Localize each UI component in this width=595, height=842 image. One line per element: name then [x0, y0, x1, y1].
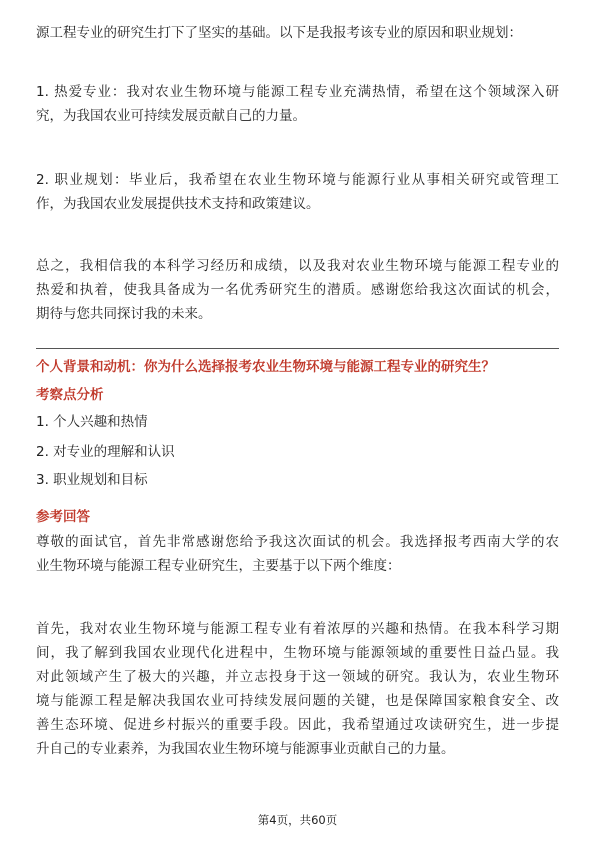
answer-heading: 参考回答	[36, 509, 90, 525]
question-title: 个人背景和动机：你为什么选择报考农业生物环境与能源工程专业的研究生？	[36, 359, 495, 375]
text-line: 2. 职业规划：毕业后，我希望在农业生物环境与能源行业从事相关研究或管理工	[36, 172, 559, 188]
text-line: 1. 热爱专业：我对农业生物环境与能源工程专业充满热情，希望在这个领域深入研	[36, 84, 559, 100]
page-number-footer: 第4页，共60页	[257, 813, 338, 827]
analysis-heading: 考察点分析	[36, 387, 104, 403]
text-line: 升自己的专业素养，为我国农业生物环境与能源事业贡献自己的力量。	[36, 741, 455, 757]
answer-paragraph-2	[36, 617, 559, 761]
text-line: 对此领域产生了极大的兴趣，并立志投身于这一领域的研究。我认为，农业生物环	[36, 669, 559, 685]
analysis-item: 2. 对专业的理解和认识	[36, 444, 175, 460]
text-line: 善生态环境、促进乡村振兴的重要手段。因此，我希望通过攻读研究生，进一步提	[36, 717, 559, 733]
text-line: 尊敬的面试官，首先非常感谢您给予我这次面试的机会。我选择报考西南大学的农	[36, 534, 559, 550]
text-line: 业生物环境与能源工程专业研究生，主要基于以下两个维度：	[36, 558, 401, 574]
text-line: 究，为我国农业可持续发展贡献自己的力量。	[36, 108, 306, 124]
text-line: 首先，我对农业生物环境与能源工程专业有着浓厚的兴趣和热情。在我本科学习期	[36, 621, 559, 637]
text-line: 热爱和执着，使我具备成为一名优秀研究生的潜质。感谢您给我这次面试的机会，	[36, 282, 559, 298]
text-line: 源工程专业的研究生打下了坚实的基础。以下是我报考该专业的原因和职业规划：	[36, 25, 522, 41]
point-2-paragraph	[36, 168, 559, 216]
text-line: 间，我了解到我国农业现代化进程中，生物环境与能源领域的重要性日益凸显。我	[36, 645, 559, 661]
text-line: 期待与您共同探讨我的未来。	[36, 306, 212, 322]
text-line: 作，为我国农业发展提供技术支持和政策建议。	[36, 196, 320, 212]
text-line: 总之，我相信我的本科学习经历和成绩，以及我对农业生物环境与能源工程专业的	[36, 258, 559, 274]
conclusion-paragraph	[36, 254, 559, 326]
analysis-item: 3. 职业规划和目标	[36, 472, 148, 488]
section-divider	[36, 348, 559, 349]
intro-paragraph	[36, 21, 559, 45]
text-line: 境与能源工程是解决我国农业可持续发展问题的关键，也是保障国家粮食安全、改	[36, 693, 559, 709]
analysis-item: 1. 个人兴趣和热情	[36, 414, 148, 430]
point-1-paragraph	[36, 80, 559, 128]
answer-paragraph-1	[36, 530, 559, 578]
